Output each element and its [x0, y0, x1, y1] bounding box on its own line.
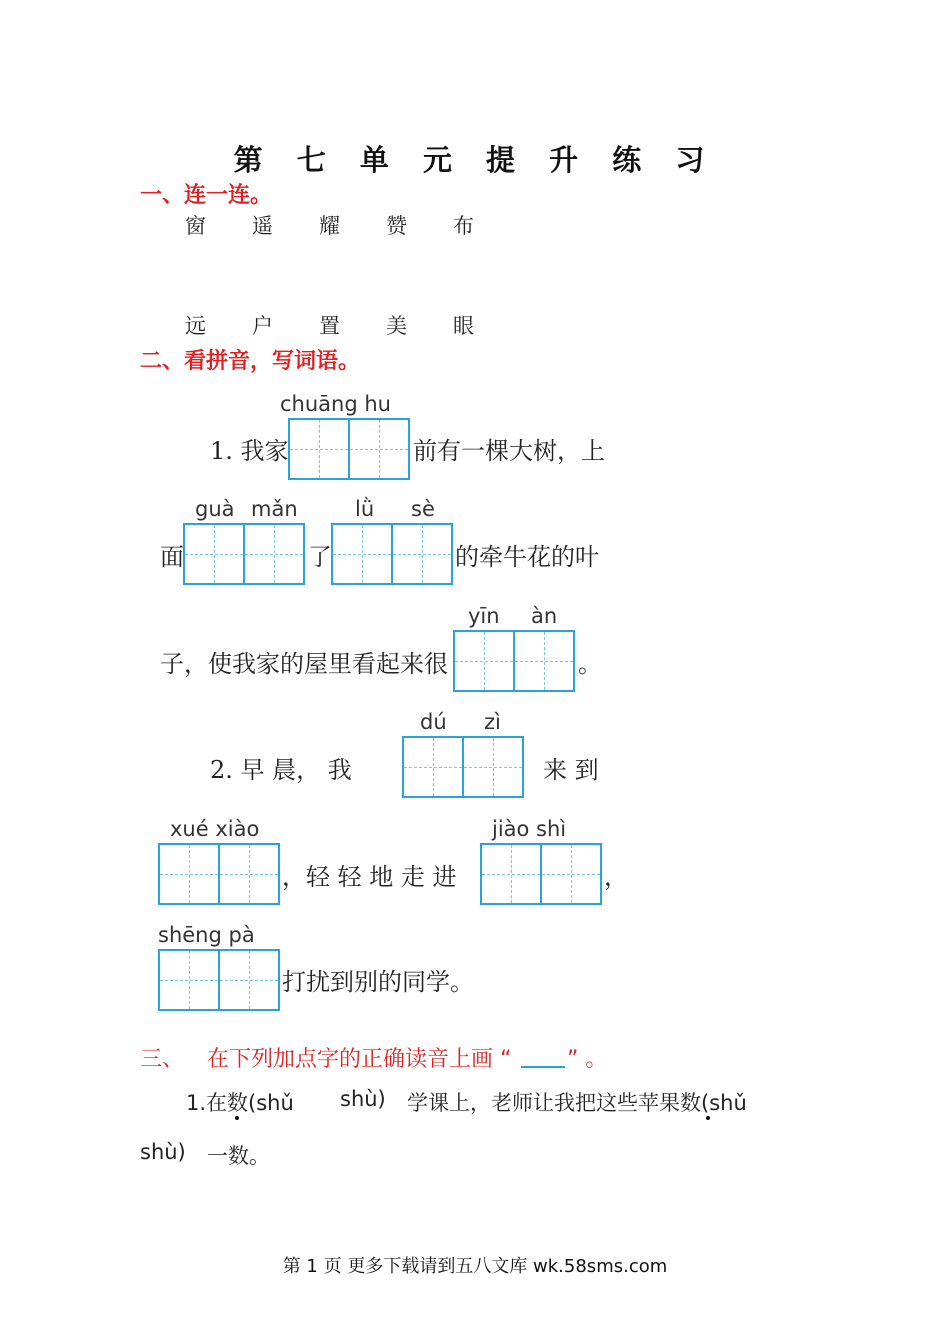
para1-text-5: 的牵牛花的叶	[455, 543, 599, 571]
para1-text-2: 前有一棵大树，上	[413, 437, 605, 465]
pinyin-du: dú	[420, 710, 447, 734]
page-title: 第 七 单 元 提 升 练 习	[233, 143, 717, 177]
section3-number: 三、	[140, 1047, 185, 1072]
match-bottom-char: 眼	[453, 314, 474, 338]
match-top-char: 耀	[319, 214, 340, 238]
pinyin-se: sè	[411, 497, 435, 521]
pinyin-lu: lǜ	[355, 497, 375, 521]
answer-box-yinan[interactable]	[453, 630, 575, 692]
q3-line2-a: shù)	[140, 1140, 186, 1164]
answer-box-jiaoshi[interactable]	[480, 843, 602, 905]
pinyin-zi: zì	[484, 710, 501, 734]
pinyin-man: mǎn	[251, 497, 298, 521]
section3-heading: 在下列加点字的正确读音上画 “	[207, 1047, 512, 1072]
para2-text-5: 打扰到别的同学。	[282, 968, 474, 996]
para2-text-1: 2. 早 晨， 我	[210, 756, 352, 784]
para2-text-4: ，	[604, 863, 628, 891]
match-top-char: 赞	[386, 214, 407, 238]
pinyin-xuexiao: xué xiào	[170, 817, 260, 841]
q3-line1-b: shù)	[340, 1087, 386, 1111]
para1-text-3: 面	[160, 543, 184, 571]
answer-box-duzi[interactable]	[402, 736, 524, 798]
para2-text-2: 来 到	[543, 756, 599, 784]
answer-box-xuexiao[interactable]	[158, 843, 280, 905]
emphasis-dot	[235, 1116, 239, 1120]
pinyin-chuanghu: chuāng hu	[280, 392, 391, 416]
underline-sample	[521, 1066, 565, 1068]
section3-heading-end: ” 。	[567, 1047, 608, 1072]
q3-line1-a: 1.在数(shǔ	[186, 1091, 294, 1115]
para1-text-4: 了	[308, 543, 332, 571]
q3-line1-c: 学课上，老师让我把这些苹果数(shǔ	[407, 1091, 747, 1115]
answer-box-shengpa[interactable]	[158, 949, 280, 1011]
match-top-char: 窗	[185, 214, 206, 238]
para1-text-7: 。	[578, 650, 602, 678]
emphasis-dot	[706, 1116, 710, 1120]
pinyin-yin: yīn	[468, 604, 500, 628]
match-top-char: 遥	[252, 214, 273, 238]
q3-line2-b: 一数。	[207, 1144, 270, 1168]
answer-box-chuanghu[interactable]	[288, 418, 410, 480]
pinyin-shengpa: shēng pà	[158, 923, 255, 947]
match-bottom-char: 美	[386, 314, 407, 338]
answer-box-luse[interactable]	[331, 523, 453, 585]
match-top-char: 布	[453, 214, 474, 238]
para1-text-1: 1. 我家	[210, 437, 289, 465]
match-bottom-char: 置	[319, 314, 340, 338]
page-footer: 第 1 页 更多下载请到五八文库 wk.58sms.com	[282, 1256, 668, 1277]
pinyin-jiaoshi: jiào shì	[492, 817, 567, 841]
section2-heading: 二、看拼音，写词语。	[140, 349, 361, 374]
section1-heading: 一、连一连。	[140, 183, 273, 208]
pinyin-an: àn	[531, 604, 558, 628]
para2-text-3: ，轻 轻 地 走 进	[282, 863, 457, 891]
match-bottom-char: 远	[185, 314, 206, 338]
pinyin-gua: guà	[195, 497, 235, 521]
answer-box-guaman[interactable]	[183, 523, 305, 585]
para1-text-6: 子，使我家的屋里看起来很	[160, 650, 448, 678]
match-bottom-char: 户	[252, 314, 273, 338]
